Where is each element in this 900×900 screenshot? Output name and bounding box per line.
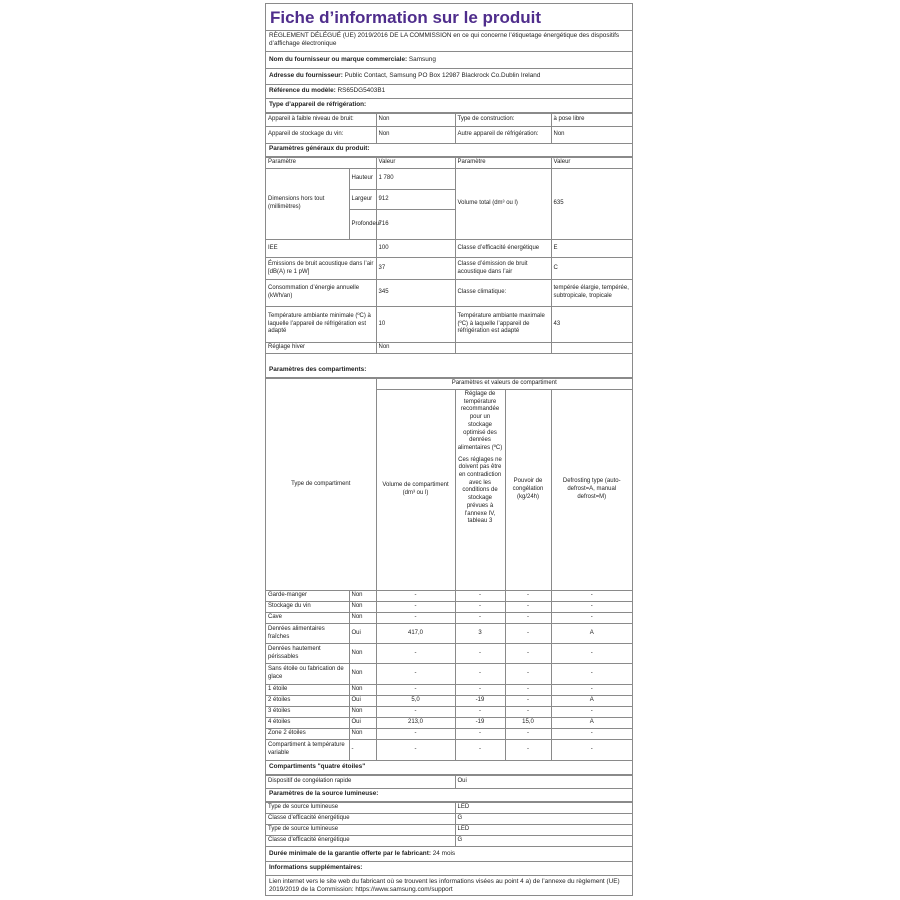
- light-row: [266, 836, 632, 847]
- col-param-2: Paramètre: [455, 158, 551, 169]
- light-heading: Paramètres de la source lumineuse:: [266, 788, 632, 802]
- supplier-row: [266, 52, 632, 69]
- compartment-name: 3 étoiles: [266, 707, 349, 718]
- total-volume-value: 635: [551, 169, 632, 240]
- compartment-row: [266, 664, 632, 685]
- compartment-temp: -: [455, 664, 505, 685]
- energy-class-label: Classe d’efficacité énergétique: [455, 240, 551, 258]
- empty-cell: [551, 343, 632, 354]
- compartment-present: Oui: [349, 718, 376, 729]
- compartment-present: Non: [349, 685, 376, 696]
- compartment-row: [266, 696, 632, 707]
- compartment-name: 1 étoile: [266, 685, 349, 696]
- quick-freeze-value: Oui: [455, 776, 632, 789]
- table-row: [266, 307, 632, 343]
- regulation-text: RÈGLEMENT DÉLÉGUÉ (UE) 2019/2016 DE LA COMMISSION en ce qui concerne l’étiquetage énergétique des dispositifs d’affichage électronique: [266, 31, 632, 52]
- type-table: [266, 113, 632, 144]
- compartment-present: Oui: [349, 696, 376, 707]
- construction-label: Type de construction:: [455, 114, 551, 127]
- width-value: 912: [376, 190, 455, 210]
- compartment-freeze: -: [505, 729, 551, 740]
- wine-label: Appareil de stockage du vin:: [266, 127, 376, 144]
- compartment-freeze: -: [505, 644, 551, 664]
- compartment-temp: -: [455, 602, 505, 613]
- compartment-name: Garde-manger: [266, 591, 349, 602]
- compartment-row: [266, 707, 632, 718]
- noise-class-label: Classe d’émission de bruit acoustique dans l’air: [455, 258, 551, 280]
- compartment-row: [266, 613, 632, 624]
- compartment-temp: -: [455, 707, 505, 718]
- compartment-volume: -: [376, 740, 455, 761]
- noise-class-value: C: [551, 258, 632, 280]
- supplier-value: Samsung: [408, 56, 436, 63]
- compartment-defrost: -: [551, 685, 632, 696]
- compartment-volume: -: [376, 729, 455, 740]
- height-label: Hauteur: [349, 169, 376, 190]
- compartment-rows: [266, 591, 632, 761]
- compartment-row: [266, 644, 632, 664]
- compartment-volume: -: [376, 644, 455, 664]
- other-label: Autre appareil de réfrigération:: [455, 127, 551, 144]
- compartment-volume: 417,0: [376, 624, 455, 644]
- light-label: Type de source lumineuse: [266, 825, 455, 836]
- compartment-defrost: -: [551, 613, 632, 624]
- table-row: [266, 127, 632, 144]
- compartments-heading: Paramètres des compartiments:: [266, 364, 632, 378]
- quick-freeze-label: Dispositif de congélation rapide: [266, 776, 455, 789]
- compartment-volume: 213,0: [376, 718, 455, 729]
- compartment-defrost: -: [551, 602, 632, 613]
- type-heading: Type d’appareil de réfrigération:: [266, 99, 632, 113]
- compartment-defrost: -: [551, 644, 632, 664]
- total-volume-label: Volume total (dm³ ou l): [455, 169, 551, 240]
- four-star-heading: Compartiments "quatre étoiles": [266, 761, 632, 775]
- compartment-freeze: -: [505, 624, 551, 644]
- compartment-name: 2 étoiles: [266, 696, 349, 707]
- compartment-freeze: -: [505, 664, 551, 685]
- compartment-freeze: -: [505, 685, 551, 696]
- additional-text: Lien internet vers le site web du fabricant où se trouvent les informations visées au point 4 a) de l’annexe du règlement (UE) 2019/2019 de la Commission: https://www.samsung.com/support: [269, 878, 620, 894]
- address-value: Public Contact, Samsung PO Box 12987 Blackrock Co.Dublin Ireland: [344, 72, 541, 79]
- compartments-table: [266, 378, 632, 761]
- light-value: G: [455, 836, 632, 847]
- table-row: [266, 169, 632, 190]
- low-noise-value: Non: [376, 114, 455, 127]
- compartment-volume: -: [376, 685, 455, 696]
- compartment-freeze: -: [505, 613, 551, 624]
- model-row: [266, 85, 632, 99]
- compartment-freeze: -: [505, 696, 551, 707]
- compartment-volume: -: [376, 664, 455, 685]
- dimensions-label: Dimensions hors tout (millimètres): [266, 169, 349, 240]
- compartment-freeze: -: [505, 740, 551, 761]
- compartment-temp: -: [455, 685, 505, 696]
- noise-label: Émissions de bruit acoustique dans l’air [dB(A) re 1 pW]: [266, 258, 376, 280]
- light-rows: [266, 803, 632, 847]
- general-table: [266, 157, 632, 354]
- compartment-present: Non: [349, 613, 376, 624]
- address-row: [266, 69, 632, 85]
- model-label: Référence du modèle:: [269, 87, 336, 94]
- col-temp: [455, 390, 505, 591]
- four-star-table: [266, 775, 632, 789]
- additional-heading: Informations supplémentaires:: [266, 862, 632, 876]
- compartment-present: Non: [349, 707, 376, 718]
- light-value: G: [455, 814, 632, 825]
- height-value: 1 780: [376, 169, 455, 190]
- warranty-label: Durée minimale de la garantie offerte par le fabricant:: [269, 850, 431, 857]
- compartment-temp: -19: [455, 718, 505, 729]
- table-row: [266, 379, 632, 390]
- compartment-row: [266, 685, 632, 696]
- compartment-row: [266, 591, 632, 602]
- compartment-name: 4 étoiles: [266, 718, 349, 729]
- compartment-name: Denrées hautement périssables: [266, 644, 349, 664]
- compartment-temp: 3: [455, 624, 505, 644]
- depth-label: Profondeur: [349, 210, 376, 240]
- compartment-temp: -: [455, 644, 505, 664]
- col-value: Valeur: [376, 158, 455, 169]
- light-row: [266, 825, 632, 836]
- table-row: [266, 776, 632, 789]
- compartment-name: Sans étoile ou fabrication de glace: [266, 664, 349, 685]
- light-row: [266, 814, 632, 825]
- compartment-row: [266, 718, 632, 729]
- light-label: Type de source lumineuse: [266, 803, 455, 814]
- col-volume: Volume de compartiment (dm³ ou l): [376, 390, 455, 591]
- col-temp-note: Ces réglages ne doivent pas être en contradiction avec les conditions de stockage prévues à l’annexe IV, tableau 3: [458, 456, 502, 525]
- winter-label: Réglage hiver: [266, 343, 376, 354]
- compartment-present: Non: [349, 729, 376, 740]
- max-temp-label: Température ambiante maximale (ºC) à laquelle l’appareil de réfrigération est adapté: [455, 307, 551, 343]
- page-title: Fiche d’information sur le produit: [266, 4, 632, 31]
- min-temp-value: 10: [376, 307, 455, 343]
- warranty-row: [266, 848, 632, 862]
- col-type: Type de compartiment: [266, 379, 376, 591]
- table-row: [266, 258, 632, 280]
- compartment-name: Zone 2 étoiles: [266, 729, 349, 740]
- compartment-present: Non: [349, 591, 376, 602]
- empty-cell: [455, 343, 551, 354]
- address-label: Adresse du fournisseur:: [269, 72, 343, 79]
- compartment-volume: 5,0: [376, 696, 455, 707]
- table-row: [266, 114, 632, 127]
- warranty-value: 24 mois: [432, 850, 456, 857]
- compartment-name: Compartiment à température variable: [266, 740, 349, 761]
- compartment-temp: -19: [455, 696, 505, 707]
- compartment-present: Non: [349, 602, 376, 613]
- compartment-defrost: A: [551, 624, 632, 644]
- compartment-volume: -: [376, 707, 455, 718]
- compartment-defrost: A: [551, 696, 632, 707]
- compartment-temp: -: [455, 729, 505, 740]
- energy-class-value: E: [551, 240, 632, 258]
- compartment-defrost: -: [551, 729, 632, 740]
- table-row: [266, 280, 632, 307]
- climate-label: Classe climatique:: [455, 280, 551, 307]
- compartment-defrost: -: [551, 740, 632, 761]
- construction-value: à pose libre: [551, 114, 632, 127]
- col-temp-text: Réglage de température recommandée pour un stockage optimisé des denrées alimentaires (ºC): [457, 391, 503, 451]
- table-row: [266, 240, 632, 258]
- noise-value: 37: [376, 258, 455, 280]
- compartment-defrost: -: [551, 707, 632, 718]
- width-label: Largeur: [349, 190, 376, 210]
- light-value: LED: [455, 825, 632, 836]
- compartment-volume: -: [376, 591, 455, 602]
- other-value: Non: [551, 127, 632, 144]
- compartment-present: Non: [349, 644, 376, 664]
- compartment-defrost: A: [551, 718, 632, 729]
- low-noise-label: Appareil à faible niveau de bruit:: [266, 114, 376, 127]
- compartment-volume: -: [376, 613, 455, 624]
- col-freeze: Pouvoir de congélation (kg/24h): [505, 390, 551, 591]
- compartment-name: Cave: [266, 613, 349, 624]
- light-value: LED: [455, 803, 632, 814]
- compartment-name: Denrées alimentaires fraîches: [266, 624, 349, 644]
- eei-label: IEE: [266, 240, 376, 258]
- climate-value: tempérée élargie, tempérée, subtropicale, tropicale: [551, 280, 632, 307]
- general-heading: Paramètres généraux du produit:: [266, 143, 632, 157]
- compartment-freeze: -: [505, 591, 551, 602]
- compartment-present: Oui: [349, 624, 376, 644]
- light-label: Classe d’efficacité énergétique: [266, 836, 455, 847]
- compartment-volume: -: [376, 602, 455, 613]
- compartment-temp: -: [455, 613, 505, 624]
- depth-value: 716: [376, 210, 455, 240]
- compartment-temp: -: [455, 740, 505, 761]
- compartment-freeze: -: [505, 707, 551, 718]
- compartment-defrost: -: [551, 591, 632, 602]
- winter-value: Non: [376, 343, 455, 354]
- model-value: RS65DG5403B1: [337, 87, 386, 94]
- group-header: Paramètres et valeurs de compartiment: [376, 379, 632, 390]
- compartment-row: [266, 602, 632, 613]
- compartment-freeze: -: [505, 602, 551, 613]
- compartment-temp: -: [455, 591, 505, 602]
- light-table: [266, 802, 632, 847]
- compartment-present: Non: [349, 664, 376, 685]
- compartment-present: -: [349, 740, 376, 761]
- light-label: Classe d’efficacité énergétique: [266, 814, 455, 825]
- light-row: [266, 803, 632, 814]
- table-row: [266, 158, 632, 169]
- compartment-row: [266, 624, 632, 644]
- consumption-value: 345: [376, 280, 455, 307]
- product-info-sheet: [265, 3, 633, 896]
- compartment-row: [266, 740, 632, 761]
- compartment-row: [266, 729, 632, 740]
- max-temp-value: 43: [551, 307, 632, 343]
- consumption-label: Consommation d’énergie annuelle (kWh/an): [266, 280, 376, 307]
- col-defrost: Defrosting type (auto-defrost=A, manual defrost=M): [551, 390, 632, 591]
- eei-value: 100: [376, 240, 455, 258]
- compartment-name: Stockage du vin: [266, 602, 349, 613]
- wine-value: Non: [376, 127, 455, 144]
- min-temp-label: Température ambiante minimale (ºC) à laquelle l’appareil de réfrigération est adapté: [266, 307, 376, 343]
- compartment-defrost: -: [551, 664, 632, 685]
- compartment-freeze: 15,0: [505, 718, 551, 729]
- col-param: Paramètre: [266, 158, 376, 169]
- col-value-2: Valeur: [551, 158, 632, 169]
- table-row: [266, 343, 632, 354]
- supplier-label: Nom du fournisseur ou marque commerciale:: [269, 56, 408, 63]
